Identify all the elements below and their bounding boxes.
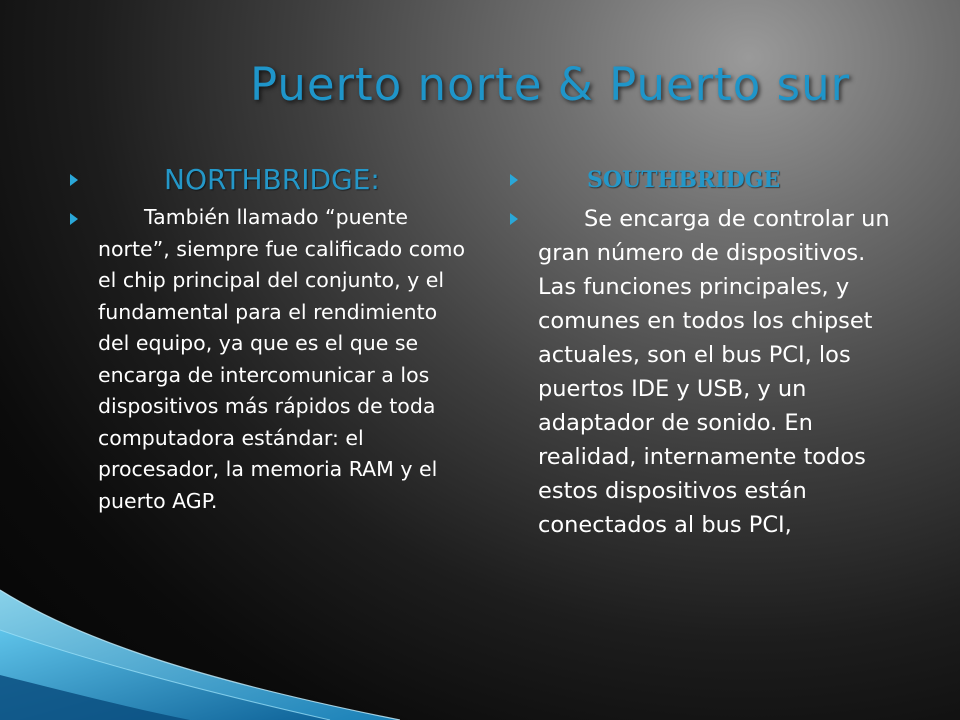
southbridge-heading: SOUTHBRIDGE [587,167,781,193]
triangle-bullet-icon [70,174,78,186]
northbridge-column [70,162,470,517]
northbridge-body-row [70,202,470,517]
southbridge-body-paragraph [510,202,890,542]
triangle-bullet-icon [510,213,518,225]
northbridge-heading: NORTHBRIDGE: [164,163,380,196]
northbridge-heading-row [70,162,470,198]
slide-title: Puerto norte & Puerto sur [250,58,851,111]
decorative-wave [0,570,400,720]
southbridge-body-text: Se encarga de controlar un gran número de dispositivos. Las funciones principales, y comunes en todos los chipset actuales, son el bus PCI, los puertos IDE y USB, y un adaptador de sonido. En realidad, internamente todos estos dispositivos están conectados al bus PCI, [538,206,890,538]
southbridge-column [510,162,890,542]
northbridge-body-text: También llamado “puente norte”, siempre fue calificado como el chip principal del conjunto, y el fundamental para el rendimiento del equipo, ya que es el que se encarga de intercomunicar a los dispositivos más rápidos de toda computadora estándar: el procesador, la memoria RAM y el puerto AGP. [98,205,466,513]
southbridge-body-row [510,202,890,542]
triangle-bullet-icon [70,213,78,225]
northbridge-body-paragraph [70,202,470,517]
triangle-bullet-icon [510,174,518,186]
southbridge-heading-row [510,162,890,198]
